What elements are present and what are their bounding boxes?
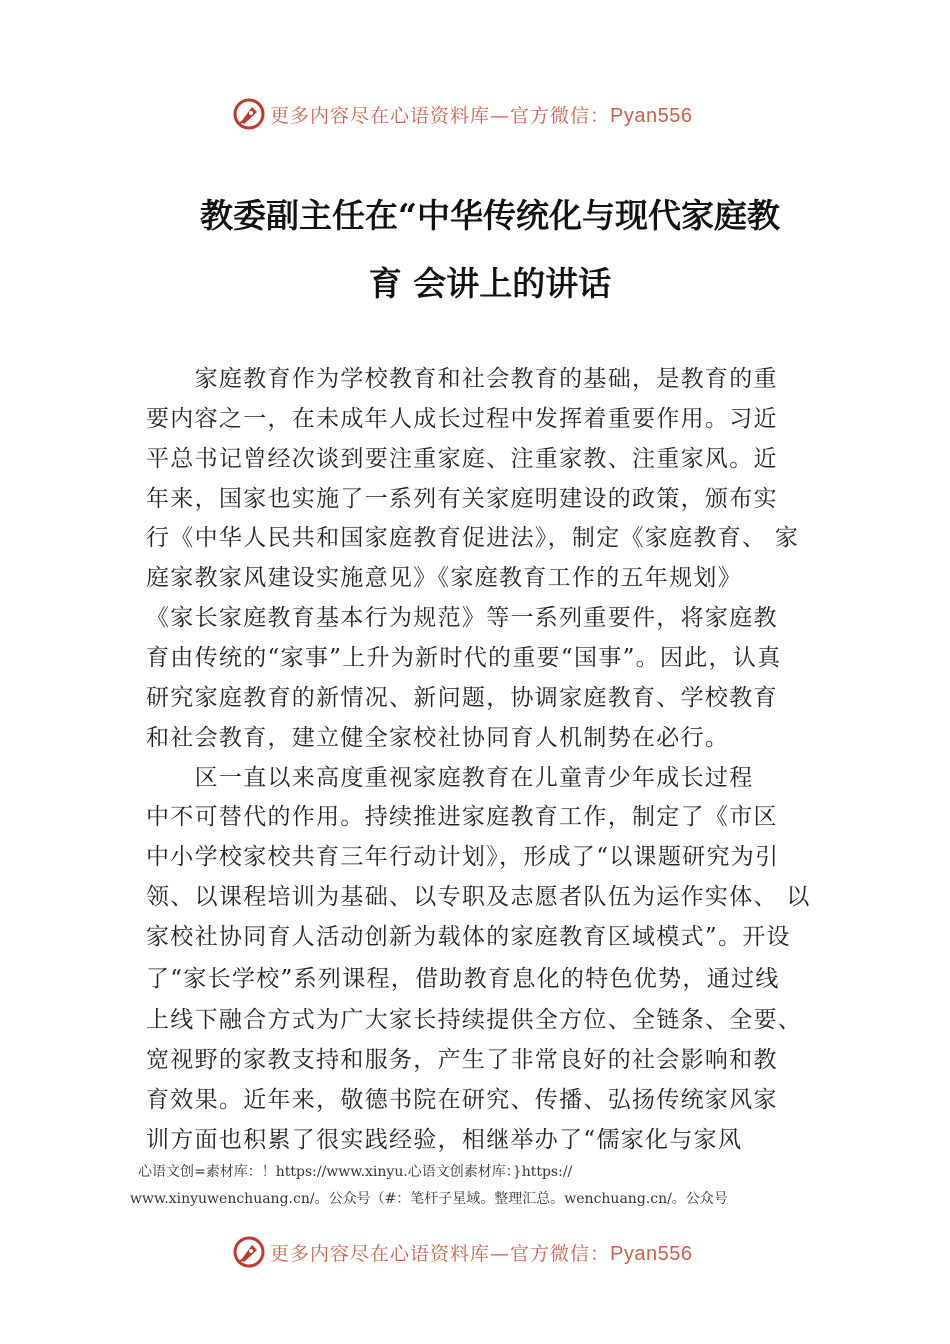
body-line: 研究家庭教育的新情况、新问题，协调家庭教育、学校教育 xyxy=(146,685,778,711)
banner-text: 更多内容尽在心语资料库—官方微信： xyxy=(270,104,611,127)
body-line: 和社会教育，建立健全家校社协同育人机制势在必行。 xyxy=(146,725,730,751)
body-line: 家庭教育作为学校教育和社会教育的基础，是教育的重 xyxy=(146,366,778,392)
pen-nib-logo-icon xyxy=(232,1235,266,1269)
body-line: 中小学校家校共育三年行动计划》，形成了“以课题研究为引 xyxy=(146,844,780,870)
body-line: 了“家长学校”系列课程，借助教育息化的特色优势，通过线 xyxy=(146,966,780,992)
banner-text: 更多内容尽在心语资料库—官方微信： xyxy=(270,1242,611,1265)
body-line: 宽视野的家教支持和服务，产生了非常良好的社会影响和教 xyxy=(146,1047,778,1073)
body-line: 育效果。近年来，敬德书院在研究、传播、弘扬传统家风家 xyxy=(146,1087,778,1113)
body-line: 要内容之一，在未成年人成长过程中发挥着重要作用。习近 xyxy=(146,406,778,432)
body-line: 庭家教家风建设实施意见》《家庭教育工作的五年规划》 xyxy=(146,565,742,591)
footer-source-line-1: 心语文创=素材库：！https://www.xinyu.心语文创素材库：}https:// xyxy=(138,1164,573,1180)
document-title-line-1: 教委副主任在“中华传统化与现代家庭教 xyxy=(200,196,780,235)
body-line: 行《中华人民共和国家庭教育促进法》，制定《家庭教育、 家 xyxy=(146,525,800,551)
body-line: 领、以课程培训为基础、以专职及志愿者队伍为运作实体、 以 xyxy=(146,884,811,910)
pen-nib-logo-icon xyxy=(232,97,266,131)
banner-wechat-id: Pyan556 xyxy=(610,104,693,127)
body-line: 年来，国家也实施了一系列有关家庭明建设的政策，颁布实 xyxy=(146,486,778,512)
body-line: 《家长家庭教育基本行为规范》等一系列重要件，将家庭教 xyxy=(146,605,778,631)
body-line: 中不可替代的作用。持续推进家庭教育工作，制定了《市区 xyxy=(146,804,778,830)
document-title-line-2: 育 会讲上的讲话 xyxy=(368,264,612,303)
body-line: 家校社协同育人活动创新为载体的家庭教育区域模式”。开设 xyxy=(146,924,791,950)
banner-wechat-id: Pyan556 xyxy=(610,1242,693,1265)
body-line: 育由传统的“家事”上升为新时代的重要“国事”。因此，认真 xyxy=(146,645,782,671)
body-line: 区一直以来高度重视家庭教育在儿童青少年成长过程 xyxy=(146,765,754,791)
footer-banner xyxy=(232,1234,692,1270)
body-line: 上线下融合方式为广大家长持续提供全方位、全链条、全要、 xyxy=(146,1007,803,1033)
header-banner xyxy=(232,96,692,132)
body-line: 训方面也积累了很实践经验，相继举办了“儒家化与家风 xyxy=(146,1127,743,1153)
body-line: 平总书记曾经次谈到要注重家庭、注重家教、注重家风。近 xyxy=(146,446,778,472)
footer-source-line-2: www.xinyuwenchuang.cn/。公众号（#：笔杆子星域。整理汇总。wenchuang.cn/。公众号 xyxy=(130,1191,728,1207)
